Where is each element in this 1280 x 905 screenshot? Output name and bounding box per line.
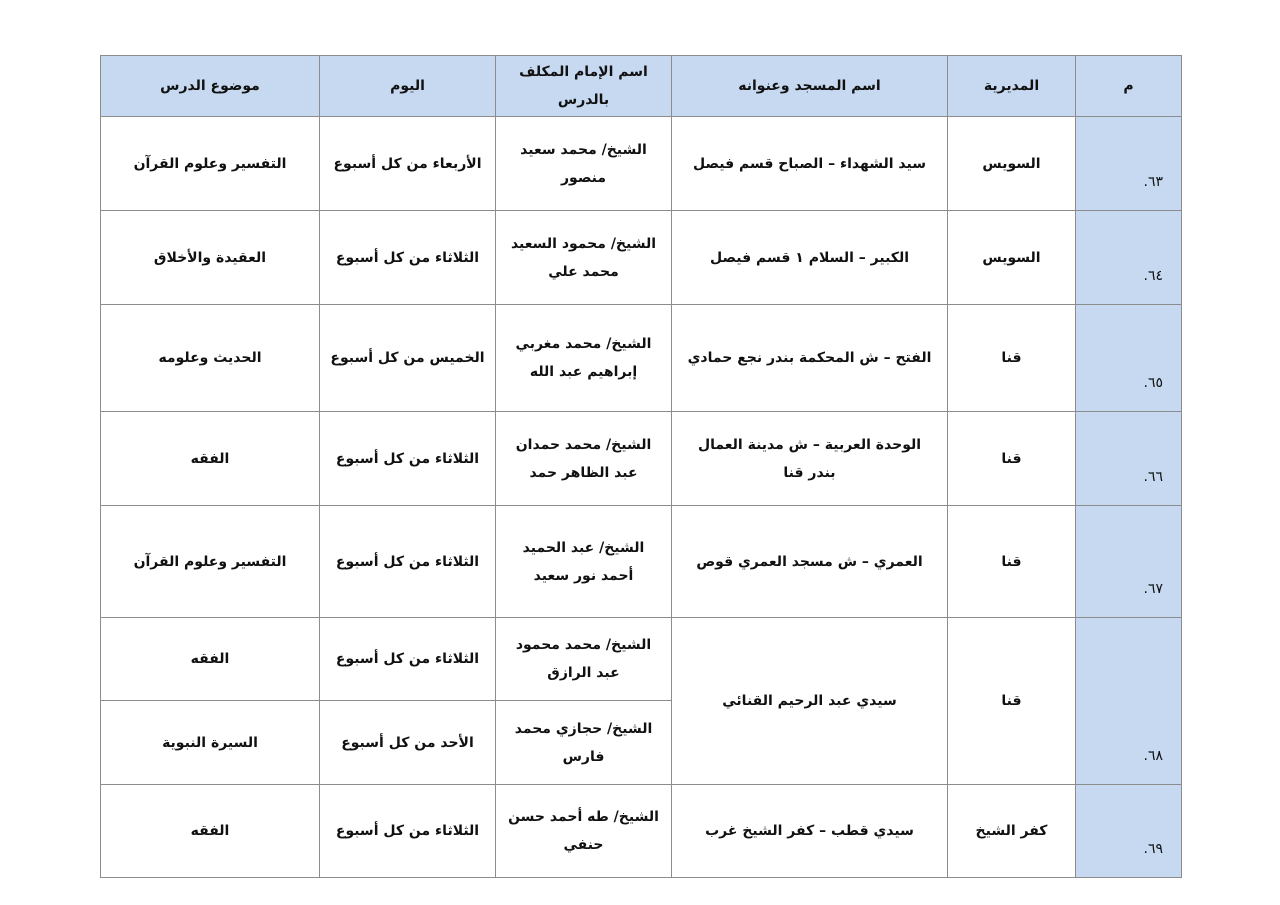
lessons-table: [100, 55, 1182, 878]
imam-cell: الشيخ/ حجازي محمد فارس: [496, 701, 672, 785]
directorate-cell: السويس: [948, 211, 1076, 305]
row-number: [1076, 506, 1182, 618]
header-row: [101, 56, 1182, 117]
directorate-cell: قنا: [948, 618, 1076, 785]
topic-cell: الحديث وعلومه: [101, 305, 320, 412]
imam-cell: الشيخ/ طه أحمد حسن حنفي: [496, 785, 672, 878]
header-directorate: المديرية: [948, 56, 1076, 117]
mosque-cell: سيد الشهداء – الصباح قسم فيصل: [672, 117, 948, 211]
imam-cell: الشيخ/ محمد مغربي إبراهيم عبد الله: [496, 305, 672, 412]
directorate-cell: قنا: [948, 412, 1076, 506]
mosque-cell: الكبير – السلام ١ قسم فيصل: [672, 211, 948, 305]
row-number-text: ٦٤.: [1143, 268, 1163, 284]
header-topic: موضوع الدرس: [101, 56, 320, 117]
mosque-cell: سيدي عبد الرحيم القنائي: [672, 618, 948, 785]
topic-cell: الفقه: [101, 412, 320, 506]
directorate-cell: قنا: [948, 506, 1076, 618]
day-cell: الأربعاء من كل أسبوع: [320, 117, 496, 211]
topic-cell: السيرة النبوية: [101, 701, 320, 785]
table-row: [101, 117, 1182, 211]
row-number: [1076, 117, 1182, 211]
topic-cell: الفقه: [101, 618, 320, 701]
header-mosque: اسم المسجد وعنوانه: [672, 56, 948, 117]
row-number-text: ٦٣.: [1143, 174, 1163, 190]
day-cell: الأحد من كل أسبوع: [320, 701, 496, 785]
topic-cell: الفقه: [101, 785, 320, 878]
header-imam: اسم الإمام المكلف بالدرس: [496, 56, 672, 117]
row-number: [1076, 211, 1182, 305]
row-number: [1076, 618, 1182, 785]
topic-cell: التفسير وعلوم القرآن: [101, 506, 320, 618]
imam-cell: الشيخ/ محمود السعيد محمد علي: [496, 211, 672, 305]
row-number: [1076, 305, 1182, 412]
table-row: [101, 305, 1182, 412]
row-number-text: ٦٥.: [1143, 375, 1163, 391]
imam-cell: الشيخ/ محمد حمدان عبد الظاهر حمد: [496, 412, 672, 506]
imam-cell: الشيخ/ محمد سعيد منصور: [496, 117, 672, 211]
day-cell: الخميس من كل أسبوع: [320, 305, 496, 412]
table-row: [101, 618, 1182, 701]
row-number-text: ٦٩.: [1143, 841, 1163, 857]
mosque-cell: سيدي قطب – كفر الشيخ غرب: [672, 785, 948, 878]
day-cell: الثلاثاء من كل أسبوع: [320, 618, 496, 701]
directorate-cell: قنا: [948, 305, 1076, 412]
topic-cell: التفسير وعلوم القرآن: [101, 117, 320, 211]
table-row: [101, 211, 1182, 305]
directorate-cell: كفر الشيخ: [948, 785, 1076, 878]
day-cell: الثلاثاء من كل أسبوع: [320, 506, 496, 618]
header-day: اليوم: [320, 56, 496, 117]
topic-cell: العقيدة والأخلاق: [101, 211, 320, 305]
table-row: [101, 506, 1182, 618]
day-cell: الثلاثاء من كل أسبوع: [320, 785, 496, 878]
header-num: م: [1076, 56, 1182, 117]
row-number-text: ٦٧.: [1143, 581, 1163, 597]
day-cell: الثلاثاء من كل أسبوع: [320, 412, 496, 506]
day-cell: الثلاثاء من كل أسبوع: [320, 211, 496, 305]
mosque-cell: الوحدة العربية – ش مدينة العمال بندر قنا: [672, 412, 948, 506]
mosque-cell: الفتح – ش المحكمة بندر نجع حمادي: [672, 305, 948, 412]
table-row: [101, 412, 1182, 506]
row-number-text: ٦٨.: [1143, 748, 1163, 764]
imam-cell: الشيخ/ عبد الحميد أحمد نور سعيد: [496, 506, 672, 618]
row-number: [1076, 412, 1182, 506]
row-number: [1076, 785, 1182, 878]
imam-cell: الشيخ/ محمد محمود عبد الرازق: [496, 618, 672, 701]
mosque-cell: العمري – ش مسجد العمري قوص: [672, 506, 948, 618]
row-number-text: ٦٦.: [1143, 469, 1163, 485]
directorate-cell: السويس: [948, 117, 1076, 211]
table-row: [101, 785, 1182, 878]
